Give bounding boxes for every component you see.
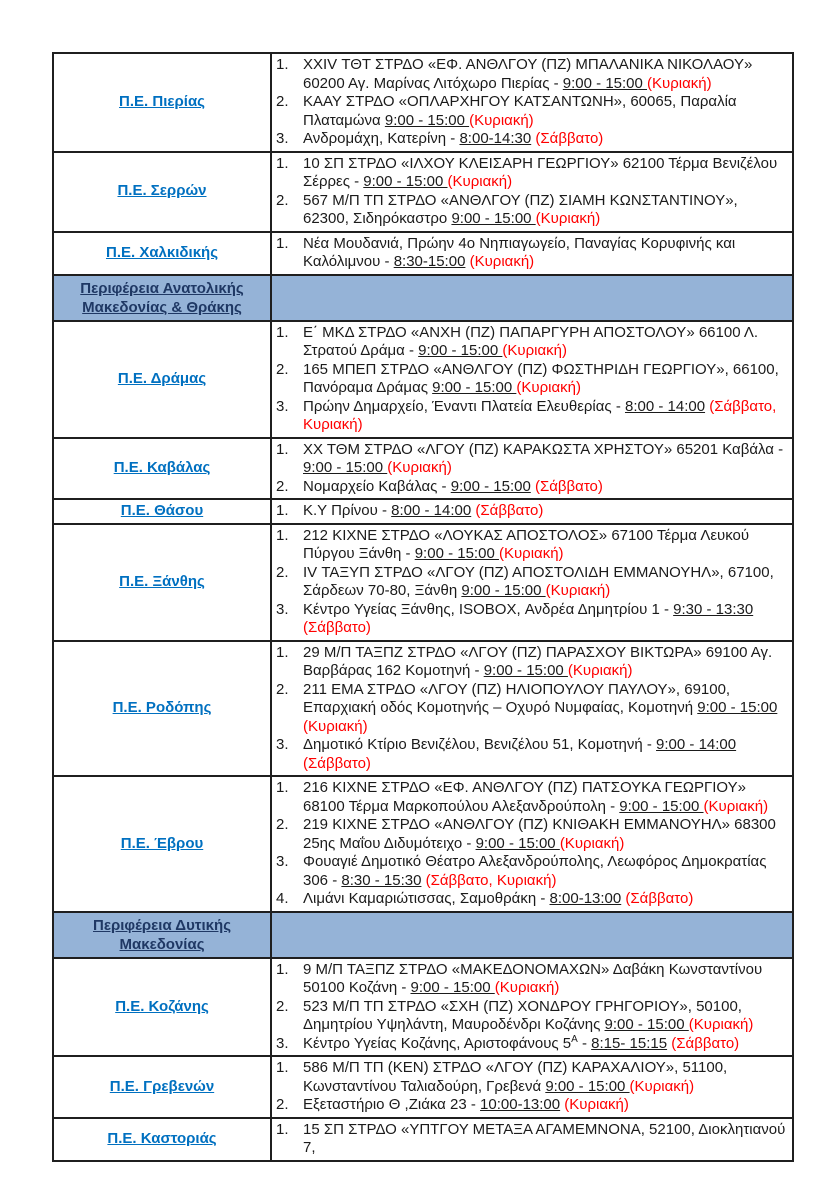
location-item xyxy=(276,398,788,435)
item-number: 4. xyxy=(276,890,289,907)
item-number: 1. xyxy=(276,1059,289,1076)
region-link[interactable]: Π.Ε. Κοζάνης xyxy=(115,997,209,1015)
item-number: 2. xyxy=(276,997,289,1015)
location-item xyxy=(276,56,788,93)
time-range: 9:00 - 15:00 xyxy=(432,379,517,396)
location-item xyxy=(276,361,788,398)
region-link[interactable]: Π.Ε. Καστοριάς xyxy=(107,1129,217,1147)
location-text: ΧΧ ΤΘΜ ΣΤΡΔΟ «ΛΓΟΥ (ΠΖ) ΚΑΡΑΚΩΣΤΑ ΧΡΗΣΤΟΥ» 65201 Καβάλα - xyxy=(303,440,784,458)
item-text xyxy=(303,155,788,192)
locations-cell xyxy=(271,1056,793,1118)
region-row xyxy=(53,958,793,1057)
item-text xyxy=(303,502,788,521)
time-range: 8:30-15:00 xyxy=(393,253,466,270)
item-number: 2. xyxy=(276,477,289,495)
location-text: 586 Μ/Π ΤΠ (ΚΕΝ) ΣΤΡΔΟ «ΛΓΟΥ (ΠΖ) ΚΑΡΑΧΑΛΙΟΥ», 51100, Κωνσταντίνου Ταλιαδούρη, Γρεβενά xyxy=(303,1059,728,1095)
item-text xyxy=(303,192,788,229)
location-item xyxy=(276,601,788,638)
location-text: XXIV ΤΘΤ ΣΤΡΔΟ «ΕΦ. ΑΝΘΛΓΟΥ (ΠΖ) ΜΠΑΛΑΝΙΚΑ ΝΙΚΟΛΑΟΥ» 60200 Αγ. Μαρίνας Λιτόχωρο Πιερίας - xyxy=(303,56,753,92)
locations-cell xyxy=(271,53,793,152)
item-text xyxy=(303,361,788,398)
schedule-table-body xyxy=(53,53,793,1161)
item-text xyxy=(303,853,788,890)
time-range: 9:00 - 15:00 xyxy=(363,173,448,190)
location-text: IV ΤΑΞΥΠ ΣΤΡΔΟ «ΛΓΟΥ (ΠΖ) ΑΠΟΣΤΟΛΙΔΗ ΕΜΜΑΝΟΥΗΛ», 67100, Σάρδεων 70-80, Ξάνθη xyxy=(303,563,774,599)
section-row xyxy=(53,275,793,321)
item-text xyxy=(303,1059,788,1096)
locations-cell xyxy=(271,958,793,1057)
item-number: 1. xyxy=(276,960,289,978)
region-name-cell xyxy=(53,499,271,524)
item-text xyxy=(303,478,788,497)
region-row xyxy=(53,499,793,524)
item-number: 3. xyxy=(276,130,289,147)
item-number: 1. xyxy=(276,56,289,73)
day-note: (Κυριακή) xyxy=(498,545,564,562)
day-note: (Σάββατο) xyxy=(625,890,694,907)
day-note: (Κυριακή) xyxy=(688,1016,754,1033)
region-link[interactable]: Π.Ε. Σερρών xyxy=(117,182,207,200)
location-text: 567 Μ/Π ΤΠ ΣΤΡΔΟ «ΑΝΘΛΓΟΥ (ΠΖ) ΣΙΑΜΗ ΚΩΝΣΤΑΝΤΙΝΟΥ», 62300, Σιδηρόκαστρο xyxy=(303,191,738,227)
section-empty-cell xyxy=(271,275,793,321)
item-text xyxy=(303,779,788,816)
item-text xyxy=(303,890,788,909)
section-header-cell xyxy=(53,912,271,958)
location-item xyxy=(276,681,788,737)
item-text xyxy=(303,1121,788,1158)
location-text: Κέντρο Υγείας Κοζάνης, Αριστοφάνους 5 xyxy=(303,1034,572,1052)
time-range: 9:00 - 15:00 xyxy=(418,342,503,359)
day-note: (Κυριακή) xyxy=(502,342,567,359)
location-text: ΚΑΑΥ ΣΤΡΔΟ «ΟΠΛΑΡΧΗΓΟΥ ΚΑΤΣΑΝΤΩΝΗ», 60065, Παραλία Πλαταμώνα xyxy=(303,93,737,129)
region-row xyxy=(53,524,793,641)
day-note: (Κυριακή) xyxy=(469,111,534,129)
locations-cell xyxy=(271,321,793,438)
region-row xyxy=(53,1056,793,1118)
item-number: 2. xyxy=(276,563,289,581)
locations-cell xyxy=(271,499,793,524)
region-link[interactable]: Π.Ε. Θάσου xyxy=(120,502,204,519)
location-item xyxy=(276,998,788,1035)
day-note: (Κυριακή) xyxy=(447,173,513,190)
location-text: 212 ΚΙΧΝΕ ΣΤΡΔΟ «ΛΟΥΚΑΣ ΑΠΟΣΤΟΛΟΣ» 67100 Τέρμα Λευκού Πύργου Ξάνθη - xyxy=(303,526,750,562)
region-name-cell xyxy=(53,958,271,1057)
region-name-cell xyxy=(53,438,271,500)
item-text xyxy=(303,681,788,737)
time-range: 9:00 - 15:00 xyxy=(619,797,704,815)
location-item xyxy=(276,644,788,681)
day-note: (Κυριακή) xyxy=(494,979,560,996)
day-note: (Σάββατο, Κυριακή) xyxy=(303,397,777,433)
item-number: 1. xyxy=(276,154,289,172)
region-row xyxy=(53,776,793,912)
region-row xyxy=(53,152,793,232)
location-text: Εξεταστήριο Θ ,Ζιάκα 23 - xyxy=(303,1096,481,1113)
item-text xyxy=(303,441,788,478)
location-text: 165 ΜΠΕΠ ΣΤΡΔΟ «ΑΝΘΛΓΟΥ (ΠΖ) ΦΩΣΤΗΡΙΔΗ ΓΕΩΡΓΙΟΥ», 66100, Πανόραμα Δράμας xyxy=(303,360,779,396)
item-text xyxy=(303,235,788,272)
item-text xyxy=(303,398,788,435)
item-number: 3. xyxy=(276,853,289,870)
region-link[interactable]: Π.Ε. Χαλκιδικής xyxy=(105,243,219,261)
item-text xyxy=(303,601,788,638)
time-range: 9:00 - 15:00 xyxy=(461,582,546,599)
location-item xyxy=(276,93,788,130)
location-text: Κέντρο Υγείας Ξάνθης, ISOBOX, Ανδρέα Δημητρίου 1 - xyxy=(303,600,674,618)
location-text: 15 ΣΠ ΣΤΡΔΟ «ΥΠΤΓΟΥ ΜΕΤΑΞΑ ΑΓΑΜΕΜΝΟΝΑ, 52100, Διοκλητιανού 7, xyxy=(303,1120,786,1156)
section-empty-cell xyxy=(271,912,793,958)
item-number: 1. xyxy=(276,440,289,458)
item-text xyxy=(303,564,788,601)
item-text xyxy=(303,736,788,773)
region-name-cell xyxy=(53,524,271,641)
location-text: Νέα Μουδανιά, Πρώην 4ο Νηπιαγωγείο, Παναγίας Κορυφινής και Καλόλιμνου - xyxy=(303,234,736,270)
region-name-cell xyxy=(53,1056,271,1118)
location-text: Νομαρχείο Καβάλας - xyxy=(303,477,451,495)
day-note: (Κυριακή) xyxy=(567,662,633,679)
day-note: (Σάββατο) xyxy=(535,130,604,147)
item-text xyxy=(303,56,788,93)
region-name-cell xyxy=(53,1118,271,1161)
time-range: 8:00 - 14:00 xyxy=(624,397,706,415)
location-item xyxy=(276,564,788,601)
location-text: 216 ΚΙΧΝΕ ΣΤΡΔΟ «ΕΦ. ΑΝΘΛΓΟΥ (ΠΖ) ΠΑΤΣΟΥΚΑ ΓΕΩΡΓΙΟΥ» 68100 Τέρμα Μαρκοπούλου Αλεξανδρούπολη - xyxy=(303,779,746,815)
location-text: Δημοτικό Κτίριο Βενιζέλου, Βενιζέλου 51, Κομοτηνή - xyxy=(303,736,657,753)
location-item xyxy=(276,779,788,816)
locations-cell xyxy=(271,152,793,232)
item-number: 3. xyxy=(276,397,289,415)
time-range: 8:00-13:00 xyxy=(549,890,622,907)
item-text xyxy=(303,816,788,853)
item-text xyxy=(303,93,788,130)
location-text: Κ.Υ Πρίνου - xyxy=(303,502,392,519)
location-item xyxy=(276,1035,788,1054)
day-note: (Κυριακή) xyxy=(303,717,368,735)
time-range: 9:00 - 15:00 xyxy=(303,459,388,476)
region-name-cell xyxy=(53,232,271,275)
item-text xyxy=(303,1096,788,1115)
locations-cell xyxy=(271,232,793,275)
location-text: Ε΄ ΜΚΔ ΣΤΡΔΟ «ΑΝΧΗ (ΠΖ) ΠΑΠΑΡΓΥΡΗ ΑΠΟΣΤΟΛΟΥ» 66100 Λ. Στρατού Δράμα - xyxy=(303,323,759,359)
schedule-table xyxy=(52,52,794,1162)
time-range: 9:00 - 15:00 xyxy=(562,74,648,92)
location-item xyxy=(276,527,788,564)
location-text: - xyxy=(577,1034,592,1052)
region-link[interactable]: Π.Ε. Καβάλας xyxy=(113,459,211,476)
item-text xyxy=(303,998,788,1035)
location-text: 29 Μ/Π ΤΑΞΠΖ ΣΤΡΔΟ «ΛΓΟΥ (ΠΖ) ΠΑΡΑΣΧΟΥ ΒΙΚΤΩΡΑ» 69100 Αγ. Βαρβάρας 162 Κομοτηνή - xyxy=(303,643,773,679)
region-name-cell xyxy=(53,776,271,912)
location-item xyxy=(276,853,788,890)
time-range: 9:30 - 13:30 xyxy=(673,600,754,618)
time-range: 9:00 - 15:00 xyxy=(410,979,495,996)
location-item xyxy=(276,1121,788,1158)
location-item xyxy=(276,961,788,998)
locations-cell xyxy=(271,1118,793,1161)
region-row xyxy=(53,1118,793,1161)
item-number: 1. xyxy=(276,234,289,252)
day-note: (Σάββατο) xyxy=(671,1034,740,1052)
region-name-cell xyxy=(53,641,271,777)
item-text xyxy=(303,644,788,681)
item-number: 2. xyxy=(276,1096,289,1113)
time-range: 9:00 - 15:00 xyxy=(697,699,778,716)
item-text xyxy=(303,130,788,149)
section-header-cell xyxy=(53,275,271,321)
day-note: (Κυριακή) xyxy=(516,379,581,396)
time-range: 9:00 - 15:00 xyxy=(604,1016,689,1033)
locations-cell xyxy=(271,776,793,912)
item-text xyxy=(303,961,788,998)
day-note: (Σάββατο) xyxy=(475,502,544,519)
location-item xyxy=(276,478,788,497)
item-number: 1. xyxy=(276,502,289,519)
day-note: (Σάββατο) xyxy=(303,754,371,772)
location-item xyxy=(276,1059,788,1096)
time-range: 9:00 - 15:00 xyxy=(450,477,531,495)
item-number: 3. xyxy=(276,600,289,618)
locations-cell xyxy=(271,524,793,641)
location-text: 10 ΣΠ ΣΤΡΔΟ «ΙΛΧΟΥ ΚΛΕΙΣΑΡΗ ΓΕΩΡΓΙΟΥ» 62100 Τέρμα Βενιζέλου Σέρρες - xyxy=(303,154,778,190)
item-number: 1. xyxy=(276,1120,289,1138)
location-text: 219 ΚΙΧΝΕ ΣΤΡΔΟ «ΑΝΘΛΓΟΥ (ΠΖ) ΚΝΙΘΑΚΗ ΕΜΜΑΝΟΥΗΛ» 68300 25ης Μαΐου Διδυμότειχο - xyxy=(303,816,776,852)
location-text: 211 ΕΜΑ ΣΤΡΔΟ «ΛΓΟΥ (ΠΖ) ΗΛΙΟΠΟΥΛΟΥ ΠΑΥΛΟΥ», 69100, Επαρχιακή οδός Κομοτηνής – Οχυρό Νυμφαίας, Κομοτηνή xyxy=(303,680,731,716)
region-row xyxy=(53,53,793,152)
location-item xyxy=(276,736,788,773)
item-number: 3. xyxy=(276,1034,289,1052)
location-item xyxy=(276,1096,788,1115)
item-number: 1. xyxy=(276,323,289,341)
day-note: (Σάββατο) xyxy=(534,477,603,495)
location-text: 523 Μ/Π ΤΠ ΣΤΡΔΟ «ΣΧΗ (ΠΖ) ΧΟΝΔΡΟΥ ΓΡΗΓΟΡΙΟΥ», 50100, Δημητρίου Υψηλάντη, Μαυροδένδρι Κοζάνης xyxy=(303,997,742,1033)
location-text: Φουαγιέ Δημοτικό Θέατρο Αλεξανδρούπολης, Λεωφόρος Δημοκρατίας 306 - xyxy=(303,853,767,889)
day-note: (Κυριακή) xyxy=(559,834,625,852)
item-number: 1. xyxy=(276,643,289,661)
day-note: (Κυριακή) xyxy=(647,74,712,92)
item-number: 2. xyxy=(276,816,289,833)
region-row xyxy=(53,232,793,275)
location-item xyxy=(276,441,788,478)
region-link[interactable]: Π.Ε. Ξάνθης xyxy=(119,572,205,590)
item-number: 2. xyxy=(276,93,289,110)
time-range: 9:00 - 15:00 xyxy=(451,210,536,227)
region-link[interactable]: Π.Ε. Γρεβενών xyxy=(109,1077,215,1095)
location-item xyxy=(276,130,788,149)
time-range: 9:00 - 15:00 xyxy=(483,662,568,679)
location-item xyxy=(276,890,788,909)
time-range: 8:00-14:30 xyxy=(459,130,532,147)
section-row xyxy=(53,912,793,958)
item-number: 3. xyxy=(276,736,289,753)
item-number: 2. xyxy=(276,360,289,378)
section-header-label: Περιφέρεια Δυτικής Μακεδονίας xyxy=(93,916,231,953)
superscript-text: Α xyxy=(571,1033,578,1045)
time-range: 10:00-13:00 xyxy=(480,1096,561,1113)
location-text: Ανδρομάχη, Κατερίνη - xyxy=(303,130,460,147)
item-number: 2. xyxy=(276,191,289,209)
region-link[interactable]: Π.Ε. Πιερίας xyxy=(119,93,205,110)
location-item xyxy=(276,192,788,229)
location-item xyxy=(276,235,788,272)
day-note: (Κυριακή) xyxy=(629,1077,695,1095)
location-item xyxy=(276,502,788,521)
day-note: (Κυριακή) xyxy=(535,210,601,227)
time-range: 9:00 - 15:00 xyxy=(414,545,499,562)
item-number: 1. xyxy=(276,779,289,796)
location-text: 9 Μ/Π ΤΑΞΠΖ ΣΤΡΔΟ «ΜΑΚΕΔΟΝΟΜΑΧΩΝ» Δαβάκη Κωνσταντίνου 50100 Κοζάνη - xyxy=(303,960,763,996)
time-range: 8:15- 15:15 xyxy=(591,1034,668,1052)
item-text xyxy=(303,527,788,564)
time-range: 9:00 - 15:00 xyxy=(545,1077,630,1095)
time-range: 9:00 - 14:00 xyxy=(656,736,737,753)
time-range: 8:30 - 15:30 xyxy=(341,871,422,889)
location-item xyxy=(276,324,788,361)
location-text: Λιμάνι Καμαριώτισσας, Σαμοθράκη - xyxy=(303,890,550,907)
location-item xyxy=(276,155,788,192)
region-link[interactable]: Π.Ε. Δράμας xyxy=(117,369,207,387)
item-text xyxy=(303,1035,788,1054)
region-name-cell xyxy=(53,152,271,232)
region-row xyxy=(53,321,793,438)
locations-cell xyxy=(271,438,793,500)
day-note: (Κυριακή) xyxy=(545,582,611,599)
region-name-cell xyxy=(53,53,271,152)
time-range: 9:00 - 15:00 xyxy=(384,111,470,129)
day-note: (Σάββατο, Κυριακή) xyxy=(425,871,557,889)
time-range: 8:00 - 14:00 xyxy=(391,502,472,519)
region-row xyxy=(53,438,793,500)
day-note: (Κυριακή) xyxy=(469,253,535,270)
day-note: (Κυριακή) xyxy=(703,797,769,815)
item-number: 2. xyxy=(276,680,289,698)
day-note: (Σάββατο) xyxy=(303,619,371,636)
region-row xyxy=(53,641,793,777)
region-link[interactable]: Π.Ε. Ροδόπης xyxy=(112,699,212,716)
region-name-cell xyxy=(53,321,271,438)
location-text: Πρώην Δημαρχείο, Έναντι Πλατεία Ελευθερίας - xyxy=(303,397,625,415)
item-number: 1. xyxy=(276,526,289,544)
time-range: 9:00 - 15:00 xyxy=(475,834,560,852)
location-item xyxy=(276,816,788,853)
day-note: (Κυριακή) xyxy=(387,459,452,476)
section-header-label: Περιφέρεια Ανατολικής Μακεδονίας & Θράκης xyxy=(80,279,244,316)
region-link[interactable]: Π.Ε. Έβρου xyxy=(120,834,204,852)
locations-cell xyxy=(271,641,793,777)
day-note: (Κυριακή) xyxy=(564,1096,629,1113)
item-text xyxy=(303,324,788,361)
